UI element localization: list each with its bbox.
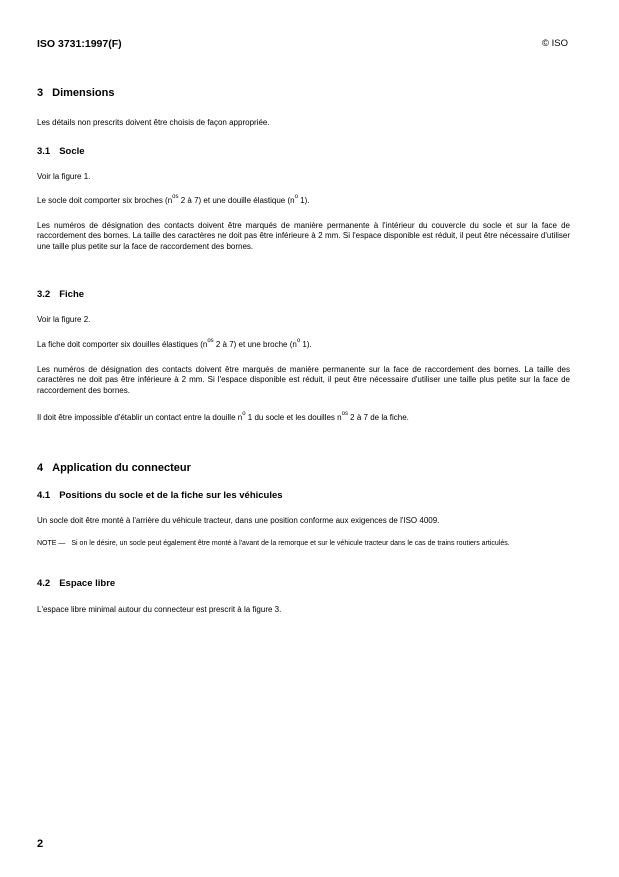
section-number: 4 (37, 462, 44, 474)
subsection-4-1-heading (37, 490, 283, 501)
section-3-intro: Les détails non prescrits doivent être choisis de façon appropriée. (37, 118, 270, 127)
note (37, 539, 577, 548)
section-3-heading (37, 87, 114, 99)
subsection-number: 3.1 (37, 146, 51, 157)
page-number: 2 (37, 838, 44, 850)
section-4-heading (37, 462, 191, 474)
subsection-3-1-heading (37, 146, 85, 157)
subsection-number: 4.2 (37, 578, 51, 589)
copyright: © ISO (541, 38, 568, 49)
subsection-number: 4.1 (37, 490, 51, 501)
paragraph: Il doit être impossible d'établir un contact entre la douille $n^o$ 1 du socle et les douilles $n^{os}$ 2 à 7 de la fiche. (37, 411, 409, 422)
section-number: 3 (37, 87, 44, 99)
paragraph: Voir la figure 2. (37, 315, 91, 324)
document-id: ISO 3731:1997(F) (37, 38, 122, 50)
subsection-4-2-heading (37, 578, 115, 589)
paragraph: Un socle doit être monté à l'arrière du véhicule tracteur, dans une position conforme aux exigences de l'ISO 4009. (37, 516, 440, 525)
paragraph: Voir la figure 1. (37, 172, 91, 181)
subsection-title: Fiche (59, 289, 85, 300)
paragraph: La fiche doit comporter six douilles élastiques ($n^{os}$ 2 à 7) et une broche ($n^o$ 1). (37, 338, 312, 349)
paragraph: L'espace libre minimal autour du connecteur est prescrit à la figure 3. (37, 605, 282, 614)
paragraph: Les numéros de désignation des contacts doivent être marqués de manière permanente sur la face de raccordement des bornes. La taille des caractères ne doit pas être inférieure à 2 mm. Si l'espace disponible est réduit, il peut être nécessaire d'utiliser une taille plus petite sur la face de raccordement des bornes. (37, 365, 570, 395)
note-label: NOTE — (37, 540, 66, 547)
paragraph: Les numéros de désignation des contacts doivent être marqués de manière permanente à l'intérieur du couvercle du socle et sur la face de raccordement des bornes. La taille des caractères ne doit pas être inférieure à 2 mm. Si l'espace disponible est réduit, il peut être nécessaire d'utiliser une taille plus petite sur la face de raccordement des bornes. (37, 221, 570, 251)
section-title: Dimensions (52, 87, 115, 99)
subsection-title: Positions du socle et de la fiche sur les véhicules (59, 490, 283, 501)
subsection-title: Socle (59, 146, 85, 157)
paragraph: Le socle doit comporter six broches ($n^{os}$ 2 à 7) et une douille élastique ($n^o$ 1). (37, 194, 310, 205)
subsection-title: Espace libre (59, 578, 116, 589)
subsection-3-2-heading (37, 289, 84, 300)
note-text: Si on le désire, un socle peut également être monté à l'avant de la remorque et sur le véhicule tracteur dans le cas de trains routiers articulés. (71, 540, 510, 547)
section-title: Application du connecteur (52, 462, 191, 474)
subsection-number: 3.2 (37, 289, 51, 300)
